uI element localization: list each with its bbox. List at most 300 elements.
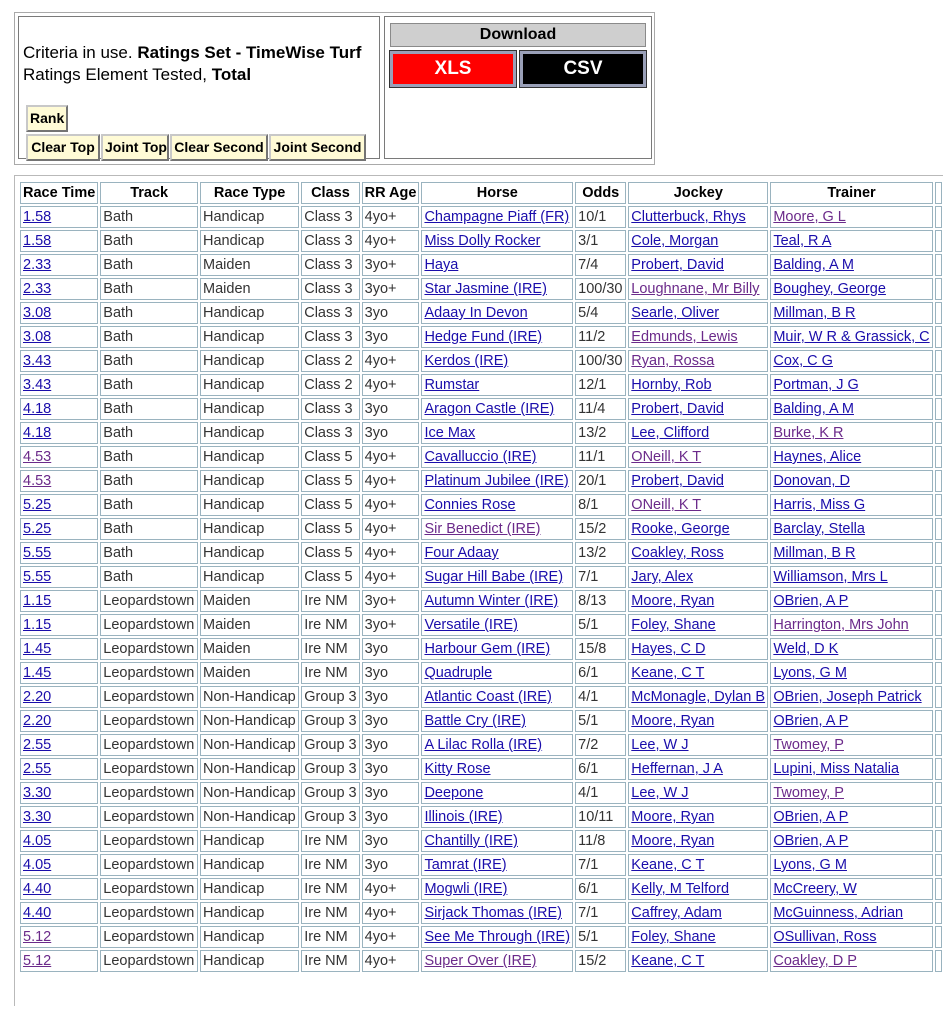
race-time-link[interactable]: 2.20 <box>23 713 52 729</box>
jockey-link[interactable]: Keane, C T <box>631 857 705 873</box>
horse-cell <box>421 614 573 636</box>
jockey-cell <box>628 926 768 948</box>
jockey-link[interactable]: Jary, Alex <box>631 569 694 585</box>
odds-cell: 11/4 <box>575 398 626 420</box>
horse-link[interactable]: Chantilly (IRE) <box>424 833 518 849</box>
horse-link[interactable]: Haya <box>424 257 459 273</box>
horse-cell <box>421 878 573 900</box>
race-time-cell <box>20 518 98 540</box>
track-cell: Bath <box>100 350 198 372</box>
jockey-link[interactable]: Hayes, C D <box>631 641 706 657</box>
table-row <box>20 470 942 492</box>
trainer-link[interactable]: Lyons, G M <box>773 665 847 681</box>
overflow-cell <box>935 230 942 252</box>
csv-download-button[interactable]: CSV <box>520 51 646 87</box>
odds-cell: 7/1 <box>575 566 626 588</box>
jockey-cell <box>628 422 768 444</box>
column-header-horse: Horse <box>421 182 573 204</box>
race-time-link[interactable]: 2.33 <box>23 257 52 273</box>
race-time-link[interactable]: 3.30 <box>23 809 52 825</box>
jockey-cell <box>628 806 768 828</box>
odds-cell: 20/1 <box>575 470 626 492</box>
column-header-odds: Odds <box>575 182 626 204</box>
table-row <box>20 710 942 732</box>
track-cell: Leopardstown <box>100 710 198 732</box>
table-row <box>20 902 942 924</box>
race-time-link[interactable]: 5.55 <box>23 545 52 561</box>
race-type-cell: Handicap <box>200 422 299 444</box>
trainer-link[interactable]: OBrien, Joseph Patrick <box>773 689 922 705</box>
horse-link[interactable]: Deepone <box>424 785 484 801</box>
trainer-link[interactable]: Balding, A M <box>773 257 854 273</box>
jockey-link[interactable]: Kelly, M Telford <box>631 881 730 897</box>
race-time-link[interactable]: 4.53 <box>23 449 52 465</box>
joint-top-button[interactable]: Joint Top <box>101 134 169 161</box>
jockey-link[interactable]: Rooke, George <box>631 521 730 537</box>
trainer-cell <box>770 446 932 468</box>
horse-link[interactable]: Sir Benedict (IRE) <box>424 521 541 537</box>
table-row <box>20 878 942 900</box>
joint-second-button[interactable]: Joint Second <box>269 134 366 161</box>
jockey-link[interactable]: Foley, Shane <box>631 929 716 945</box>
jockey-link[interactable]: Probert, David <box>631 473 724 489</box>
race-time-link[interactable]: 2.20 <box>23 689 52 705</box>
jockey-link[interactable]: Edmunds, Lewis <box>631 329 738 345</box>
trainer-link[interactable]: Millman, B R <box>773 545 856 561</box>
clear-second-button[interactable]: Clear Second <box>170 134 268 161</box>
trainer-cell <box>770 542 932 564</box>
trainer-cell <box>770 566 932 588</box>
age-cell: 4yo+ <box>362 206 420 228</box>
horse-cell <box>421 782 573 804</box>
trainer-link[interactable]: Donovan, D <box>773 473 850 489</box>
trainer-link[interactable]: Portman, J G <box>773 377 859 393</box>
jockey-link[interactable]: Ryan, Rossa <box>631 353 715 369</box>
horse-link[interactable]: Star Jasmine (IRE) <box>424 281 547 297</box>
horse-link[interactable]: Harbour Gem (IRE) <box>424 641 551 657</box>
overflow-cell <box>935 302 942 324</box>
odds-cell: 100/30 <box>575 350 626 372</box>
race-time-cell <box>20 398 98 420</box>
class-cell: Class 5 <box>301 446 359 468</box>
trainer-link[interactable]: Muir, W R & Grassick, C <box>773 329 930 345</box>
horse-cell <box>421 902 573 924</box>
horse-link[interactable]: Sirjack Thomas (IRE) <box>424 905 562 921</box>
table-row <box>20 374 942 396</box>
trainer-link[interactable]: Barclay, Stella <box>773 521 865 537</box>
overflow-cell <box>935 734 942 756</box>
race-time-link[interactable]: 1.45 <box>23 665 52 681</box>
trainer-link[interactable]: Twomey, P <box>773 737 844 753</box>
horse-cell <box>421 302 573 324</box>
race-time-cell <box>20 782 98 804</box>
trainer-cell <box>770 350 932 372</box>
age-cell: 3yo+ <box>362 278 420 300</box>
track-cell: Bath <box>100 326 198 348</box>
race-time-link[interactable]: 3.30 <box>23 785 52 801</box>
trainer-link[interactable]: Balding, A M <box>773 401 854 417</box>
horse-link[interactable]: Kitty Rose <box>424 761 491 777</box>
horse-link[interactable]: Platinum Jubilee (IRE) <box>424 473 569 489</box>
age-cell: 3yo <box>362 806 420 828</box>
class-cell: Class 3 <box>301 422 359 444</box>
horse-link[interactable]: Connies Rose <box>424 497 516 513</box>
odds-cell: 7/2 <box>575 734 626 756</box>
jockey-link[interactable]: ONeill, K T <box>631 449 702 465</box>
race-time-link[interactable]: 1.58 <box>23 233 52 249</box>
horse-cell <box>421 662 573 684</box>
element-prefix: Ratings Element Tested, <box>23 65 207 84</box>
age-cell: 3yo+ <box>362 254 420 276</box>
race-time-cell <box>20 830 98 852</box>
table-row <box>20 302 942 324</box>
race-time-link[interactable]: 5.25 <box>23 521 52 537</box>
class-cell: Group 3 <box>301 710 359 732</box>
criteria-prefix: Criteria in use. <box>23 43 133 62</box>
overflow-cell <box>935 590 942 612</box>
table-row <box>20 806 942 828</box>
trainer-link[interactable]: Burke, K R <box>773 425 844 441</box>
criteria-box <box>18 16 380 159</box>
table-row <box>20 590 942 612</box>
race-time-link[interactable]: 1.58 <box>23 209 52 225</box>
race-time-link[interactable]: 4.40 <box>23 881 52 897</box>
jockey-cell <box>628 686 768 708</box>
race-type-cell: Handicap <box>200 206 299 228</box>
trainer-link[interactable]: Boughey, George <box>773 281 886 297</box>
trainer-cell <box>770 398 932 420</box>
horse-cell <box>421 206 573 228</box>
class-cell: Class 5 <box>301 518 359 540</box>
race-time-cell <box>20 206 98 228</box>
age-cell: 3yo <box>362 758 420 780</box>
race-time-cell <box>20 950 98 972</box>
race-type-cell: Handicap <box>200 398 299 420</box>
age-cell: 4yo+ <box>362 878 420 900</box>
horse-link[interactable]: Ice Max <box>424 425 476 441</box>
jockey-link[interactable]: Moore, Ryan <box>631 713 715 729</box>
class-cell: Class 2 <box>301 374 359 396</box>
track-cell: Bath <box>100 302 198 324</box>
race-time-cell <box>20 566 98 588</box>
odds-cell: 4/1 <box>575 686 626 708</box>
horse-cell <box>421 734 573 756</box>
class-cell: Class 3 <box>301 230 359 252</box>
race-type-cell: Handicap <box>200 950 299 972</box>
odds-cell: 100/30 <box>575 278 626 300</box>
table-row <box>20 734 942 756</box>
horse-link[interactable]: Four Adaay <box>424 545 499 561</box>
odds-cell: 11/8 <box>575 830 626 852</box>
race-time-link[interactable]: 5.55 <box>23 569 52 585</box>
jockey-link[interactable]: Hornby, Rob <box>631 377 712 393</box>
overflow-cell <box>935 614 942 636</box>
jockey-link[interactable]: McMonagle, Dylan B <box>631 689 766 705</box>
age-cell: 4yo+ <box>362 470 420 492</box>
element-value: Total <box>211 65 252 84</box>
jockey-cell <box>628 494 768 516</box>
jockey-cell <box>628 446 768 468</box>
jockey-link[interactable]: Searle, Oliver <box>631 305 720 321</box>
age-cell: 4yo+ <box>362 518 420 540</box>
horse-cell <box>421 350 573 372</box>
race-time-link[interactable]: 5.12 <box>23 929 52 945</box>
horse-link[interactable]: A Lilac Rolla (IRE) <box>424 737 543 753</box>
trainer-link[interactable]: Cox, C G <box>773 353 833 369</box>
odds-cell: 3/1 <box>575 230 626 252</box>
trainer-cell <box>770 710 932 732</box>
trainer-link[interactable]: Lupini, Miss Natalia <box>773 761 900 777</box>
horse-cell <box>421 422 573 444</box>
trainer-cell <box>770 374 932 396</box>
horse-link[interactable]: Adaay In Devon <box>424 305 528 321</box>
jockey-cell <box>628 470 768 492</box>
race-time-link[interactable]: 4.05 <box>23 857 52 873</box>
table-row <box>20 854 942 876</box>
trainer-link[interactable]: OBrien, A P <box>773 593 849 609</box>
horse-cell <box>421 230 573 252</box>
race-time-link[interactable]: 5.25 <box>23 497 52 513</box>
trainer-link[interactable]: OBrien, A P <box>773 713 849 729</box>
horse-link[interactable]: Atlantic Coast (IRE) <box>424 689 552 705</box>
table-row <box>20 494 942 516</box>
jockey-cell <box>628 902 768 924</box>
table-row <box>20 614 942 636</box>
class-cell: Ire NM <box>301 902 359 924</box>
trainer-link[interactable]: Harris, Miss G <box>773 497 866 513</box>
jockey-cell <box>628 662 768 684</box>
odds-cell: 13/2 <box>575 542 626 564</box>
race-type-cell: Handicap <box>200 374 299 396</box>
horse-link[interactable]: Battle Cry (IRE) <box>424 713 526 729</box>
trainer-cell <box>770 494 932 516</box>
criteria-panel <box>14 12 655 165</box>
jockey-cell <box>628 782 768 804</box>
horse-link[interactable]: Champagne Piaff (FR) <box>424 209 570 225</box>
jockey-link[interactable]: Cole, Morgan <box>631 233 719 249</box>
jockey-link[interactable]: Moore, Ryan <box>631 833 715 849</box>
trainer-link[interactable]: Twomey, P <box>773 785 844 801</box>
overflow-cell <box>935 566 942 588</box>
race-time-cell <box>20 686 98 708</box>
horse-cell <box>421 566 573 588</box>
age-cell: 4yo+ <box>362 902 420 924</box>
clear-top-button[interactable]: Clear Top <box>26 134 100 161</box>
overflow-cell <box>935 830 942 852</box>
overflow-cell <box>935 542 942 564</box>
rank-button[interactable]: Rank <box>26 105 68 132</box>
track-cell: Leopardstown <box>100 854 198 876</box>
race-time-cell <box>20 710 98 732</box>
trainer-link[interactable]: Harrington, Mrs John <box>773 617 909 633</box>
trainer-link[interactable]: OBrien, A P <box>773 809 849 825</box>
jockey-link[interactable]: Clutterbuck, Rhys <box>631 209 746 225</box>
race-time-cell <box>20 422 98 444</box>
horse-cell <box>421 710 573 732</box>
jockey-link[interactable]: Probert, David <box>631 257 724 273</box>
jockey-link[interactable]: Keane, C T <box>631 953 705 969</box>
jockey-link[interactable]: Lee, Clifford <box>631 425 710 441</box>
race-time-link[interactable]: 5.12 <box>23 953 52 969</box>
class-cell: Ire NM <box>301 662 359 684</box>
jockey-link[interactable]: Moore, Ryan <box>631 809 715 825</box>
trainer-cell <box>770 686 932 708</box>
jockey-cell <box>628 830 768 852</box>
horse-cell <box>421 950 573 972</box>
jockey-link[interactable]: Caffrey, Adam <box>631 905 722 921</box>
class-cell: Class 3 <box>301 326 359 348</box>
jockey-link[interactable]: Probert, David <box>631 401 724 417</box>
trainer-link[interactable]: OSullivan, Ross <box>773 929 877 945</box>
class-cell: Group 3 <box>301 806 359 828</box>
trainer-link[interactable]: Haynes, Alice <box>773 449 862 465</box>
track-cell: Leopardstown <box>100 878 198 900</box>
class-cell: Class 2 <box>301 350 359 372</box>
trainer-cell <box>770 614 932 636</box>
column-header-jockey: Jockey <box>628 182 768 204</box>
race-time-link[interactable]: 3.43 <box>23 377 52 393</box>
age-cell: 3yo <box>362 734 420 756</box>
track-cell: Bath <box>100 566 198 588</box>
table-row <box>20 950 942 972</box>
horse-link[interactable]: Quadruple <box>424 665 493 681</box>
column-header-overflow <box>935 182 942 204</box>
odds-cell: 13/2 <box>575 422 626 444</box>
age-cell: 3yo <box>362 782 420 804</box>
race-time-link[interactable]: 2.33 <box>23 281 52 297</box>
trainer-cell <box>770 470 932 492</box>
race-time-link[interactable]: 4.40 <box>23 905 52 921</box>
age-cell: 3yo <box>362 302 420 324</box>
trainer-link[interactable]: OBrien, A P <box>773 833 849 849</box>
horse-link[interactable]: Miss Dolly Rocker <box>424 233 541 249</box>
race-time-link[interactable]: 4.18 <box>23 425 52 441</box>
overflow-cell <box>935 470 942 492</box>
horse-link[interactable]: Super Over (IRE) <box>424 953 537 969</box>
age-cell: 3yo <box>362 638 420 660</box>
horse-link[interactable]: Aragon Castle (IRE) <box>424 401 555 417</box>
jockey-cell <box>628 878 768 900</box>
results-table <box>18 180 943 974</box>
race-time-link[interactable]: 2.55 <box>23 737 52 753</box>
trainer-cell <box>770 758 932 780</box>
trainer-cell <box>770 206 932 228</box>
jockey-link[interactable]: Coakley, Ross <box>631 545 724 561</box>
horse-link[interactable]: Sugar Hill Babe (IRE) <box>424 569 564 585</box>
track-cell: Leopardstown <box>100 614 198 636</box>
race-time-link[interactable]: 2.55 <box>23 761 52 777</box>
race-time-link[interactable]: 1.45 <box>23 641 52 657</box>
track-cell: Leopardstown <box>100 734 198 756</box>
jockey-cell <box>628 254 768 276</box>
race-time-link[interactable]: 1.15 <box>23 617 52 633</box>
class-cell: Ire NM <box>301 878 359 900</box>
race-type-cell: Non-Handicap <box>200 758 299 780</box>
jockey-link[interactable]: Lee, W J <box>631 785 689 801</box>
trainer-link[interactable]: Moore, G L <box>773 209 846 225</box>
race-time-link[interactable]: 3.43 <box>23 353 52 369</box>
trainer-cell <box>770 662 932 684</box>
jockey-link[interactable]: Foley, Shane <box>631 617 716 633</box>
trainer-cell <box>770 806 932 828</box>
race-type-cell: Non-Handicap <box>200 782 299 804</box>
age-cell: 3yo <box>362 710 420 732</box>
race-time-link[interactable]: 3.08 <box>23 305 52 321</box>
race-type-cell: Maiden <box>200 278 299 300</box>
age-cell: 3yo <box>362 422 420 444</box>
class-cell: Class 5 <box>301 566 359 588</box>
horse-cell <box>421 806 573 828</box>
jockey-cell <box>628 758 768 780</box>
trainer-link[interactable]: McCreery, W <box>773 881 857 897</box>
trainer-link[interactable]: Teal, R A <box>773 233 832 249</box>
trainer-link[interactable]: McGuinness, Adrian <box>773 905 904 921</box>
jockey-link[interactable]: Loughnane, Mr Billy <box>631 281 760 297</box>
horse-link[interactable]: Autumn Winter (IRE) <box>424 593 559 609</box>
race-time-link[interactable]: 1.15 <box>23 593 52 609</box>
horse-link[interactable]: Tamrat (IRE) <box>424 857 507 873</box>
jockey-link[interactable]: ONeill, K T <box>631 497 702 513</box>
age-cell: 4yo+ <box>362 494 420 516</box>
jockey-link[interactable]: Heffernan, J A <box>631 761 723 777</box>
trainer-link[interactable]: Millman, B R <box>773 305 856 321</box>
table-row <box>20 686 942 708</box>
track-cell: Leopardstown <box>100 638 198 660</box>
jockey-link[interactable]: Lee, W J <box>631 737 689 753</box>
horse-link[interactable]: Versatile (IRE) <box>424 617 518 633</box>
horse-link[interactable]: See Me Through (IRE) <box>424 929 571 945</box>
race-time-link[interactable]: 3.08 <box>23 329 52 345</box>
track-cell: Leopardstown <box>100 830 198 852</box>
trainer-link[interactable]: Williamson, Mrs L <box>773 569 888 585</box>
race-time-link[interactable]: 4.18 <box>23 401 52 417</box>
odds-cell: 12/1 <box>575 374 626 396</box>
race-type-cell: Handicap <box>200 350 299 372</box>
class-cell: Ire NM <box>301 590 359 612</box>
trainer-cell <box>770 854 932 876</box>
race-time-cell <box>20 806 98 828</box>
horse-cell <box>421 518 573 540</box>
overflow-cell <box>935 878 942 900</box>
trainer-link[interactable]: Weld, D K <box>773 641 839 657</box>
horse-cell <box>421 326 573 348</box>
jockey-link[interactable]: Keane, C T <box>631 665 705 681</box>
horse-link[interactable]: Kerdos (IRE) <box>424 353 509 369</box>
jockey-cell <box>628 638 768 660</box>
horse-link[interactable]: Hedge Fund (IRE) <box>424 329 543 345</box>
xls-download-button[interactable]: XLS <box>390 51 516 87</box>
jockey-link[interactable]: Moore, Ryan <box>631 593 715 609</box>
trainer-link[interactable]: Lyons, G M <box>773 857 847 873</box>
trainer-link[interactable]: Coakley, D P <box>773 953 857 969</box>
race-type-cell: Handicap <box>200 302 299 324</box>
odds-cell: 15/8 <box>575 638 626 660</box>
horse-cell <box>421 398 573 420</box>
horse-link[interactable]: Rumstar <box>424 377 480 393</box>
trainer-cell <box>770 518 932 540</box>
race-type-cell: Handicap <box>200 446 299 468</box>
jockey-cell <box>628 350 768 372</box>
horse-link[interactable]: Illinois (IRE) <box>424 809 503 825</box>
overflow-cell <box>935 494 942 516</box>
horse-link[interactable]: Cavalluccio (IRE) <box>424 449 537 465</box>
race-time-link[interactable]: 4.53 <box>23 473 52 489</box>
horse-link[interactable]: Mogwli (IRE) <box>424 881 508 897</box>
overflow-cell <box>935 254 942 276</box>
class-cell: Group 3 <box>301 686 359 708</box>
race-time-link[interactable]: 4.05 <box>23 833 52 849</box>
jockey-cell <box>628 710 768 732</box>
